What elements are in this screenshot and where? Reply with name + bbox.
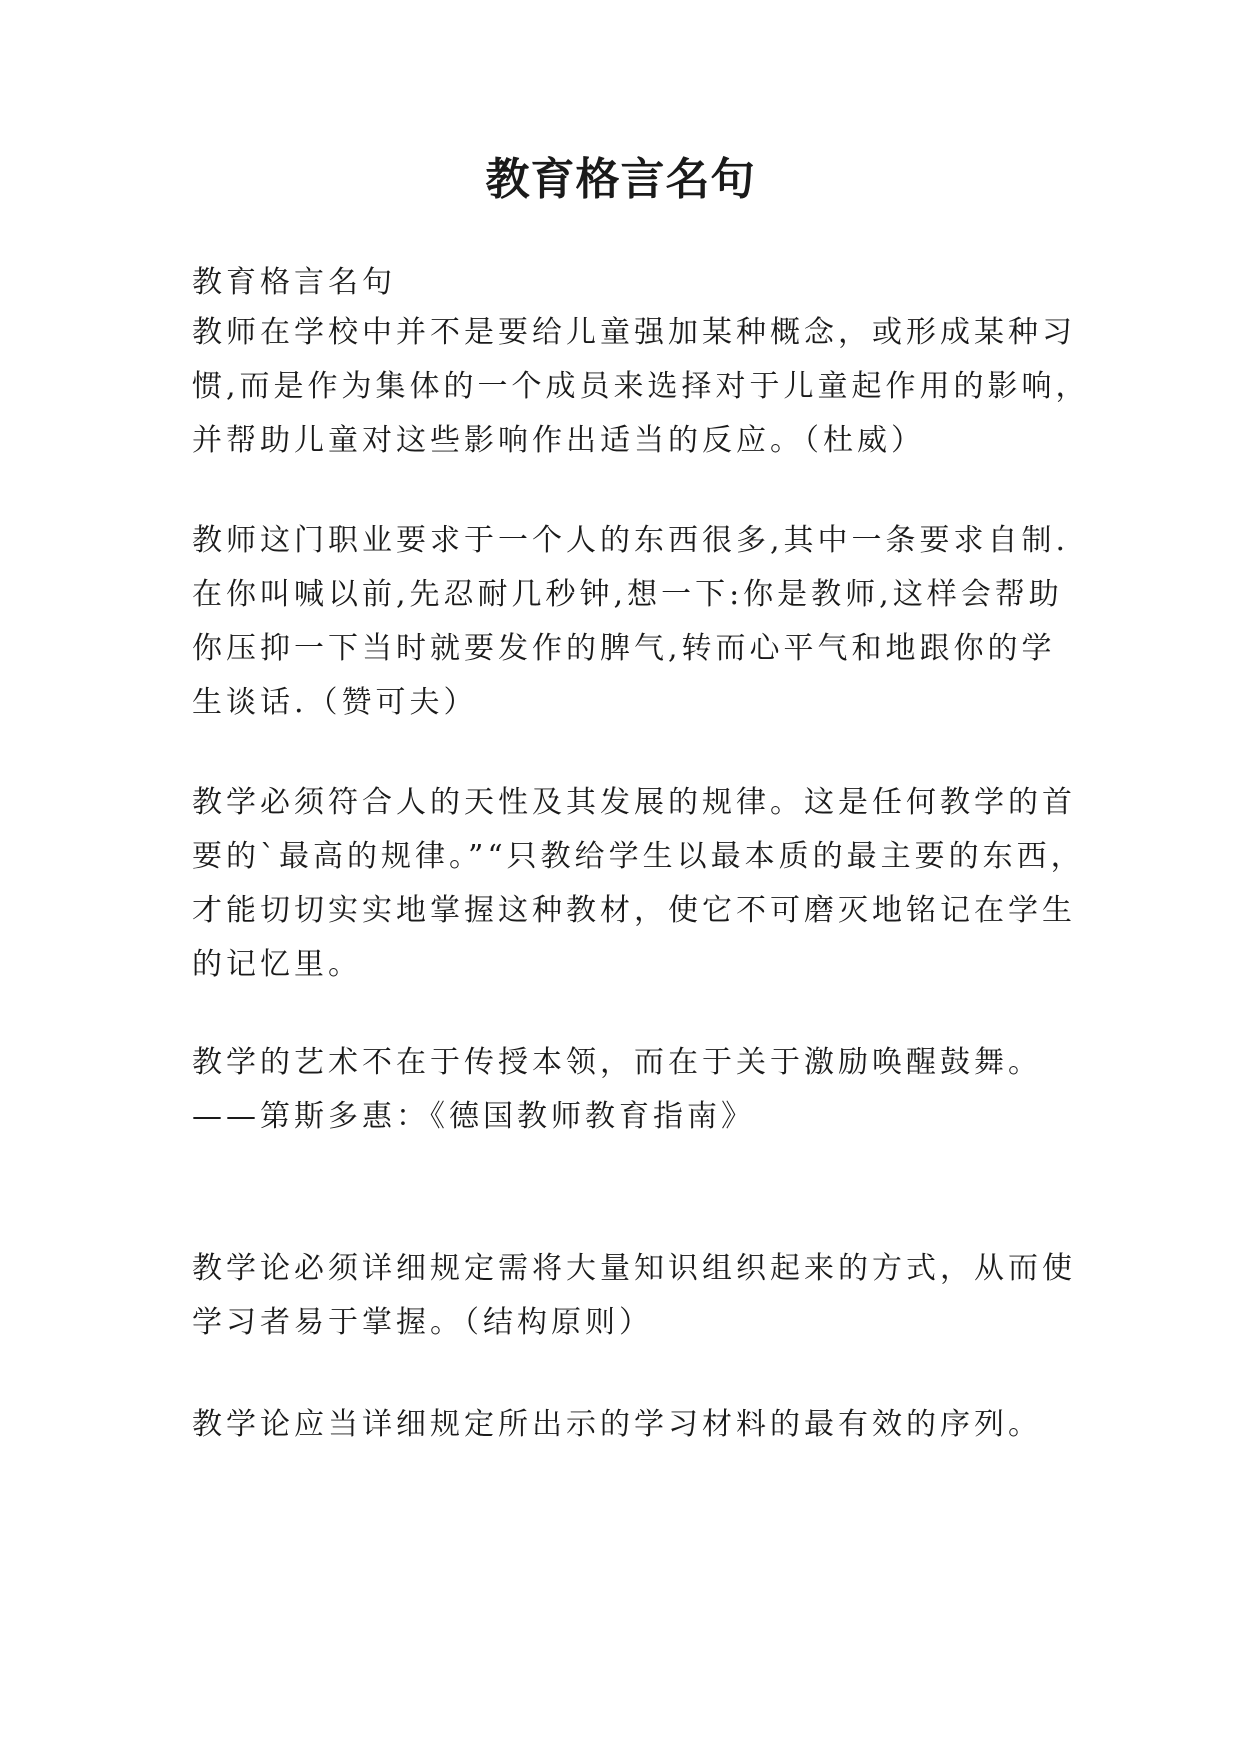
paragraph-line: 并帮助儿童对这些影响作出适当的反应。（杜威）	[192, 423, 925, 458]
paragraph-5	[192, 1242, 1076, 1350]
paragraph-line: 教学论应当详细规定所出示的学习材料的最有效的序列。	[192, 1407, 1042, 1442]
paragraph-line: 你压抑一下当时就要发作的脾气,转而心平气和地跟你的学	[192, 631, 1056, 666]
paragraph-6	[192, 1398, 1072, 1452]
paragraph-line: 的记忆里。	[192, 947, 362, 982]
paragraph-line: 在你叫喊以前,先忍耐几秒钟,想一下:你是教师,这样会帮助	[192, 577, 1063, 612]
paragraph-line: 惯,而是作为集体的一个成员来选择对于儿童起作用的影响，	[192, 369, 1090, 404]
paragraph-line: 教师在学校中并不是要给儿童强加某种概念，或形成某种习	[192, 315, 1076, 350]
paragraph-1	[192, 306, 1090, 468]
paragraph-line: 教师这门职业要求于一个人的东西很多,其中一条要求自制.	[192, 523, 1070, 558]
paragraph-line: ——第斯多惠：《德国教师教育指南》	[192, 1099, 755, 1134]
paragraph-line: 才能切切实实地掌握这种教材，使它不可磨灭地铭记在学生	[192, 893, 1076, 928]
paragraph-line: 教学必须符合人的天性及其发展的规律。这是任何教学的首	[192, 785, 1076, 820]
paragraph-line: 要的`最高的规律。”“只教给学生以最本质的最主要的东西，	[192, 839, 1085, 874]
subtitle-block	[192, 256, 1072, 310]
page-title: 教育格言名句	[485, 154, 756, 205]
subtitle: 教育格言名句	[192, 265, 396, 300]
paragraph-line: 生谈话.（赞可夫）	[192, 685, 478, 720]
paragraph-2	[192, 514, 1072, 730]
paragraph-3	[192, 776, 1085, 992]
paragraph-line: 教学的艺术不在于传授本领，而在于关于激励唤醒鼓舞。	[192, 1045, 1042, 1080]
paragraph-line: 教学论必须详细规定需将大量知识组织起来的方式，从而使	[192, 1251, 1076, 1286]
paragraph-4	[192, 1036, 1072, 1144]
paragraph-line: 学习者易于掌握。（结构原则）	[192, 1305, 653, 1340]
